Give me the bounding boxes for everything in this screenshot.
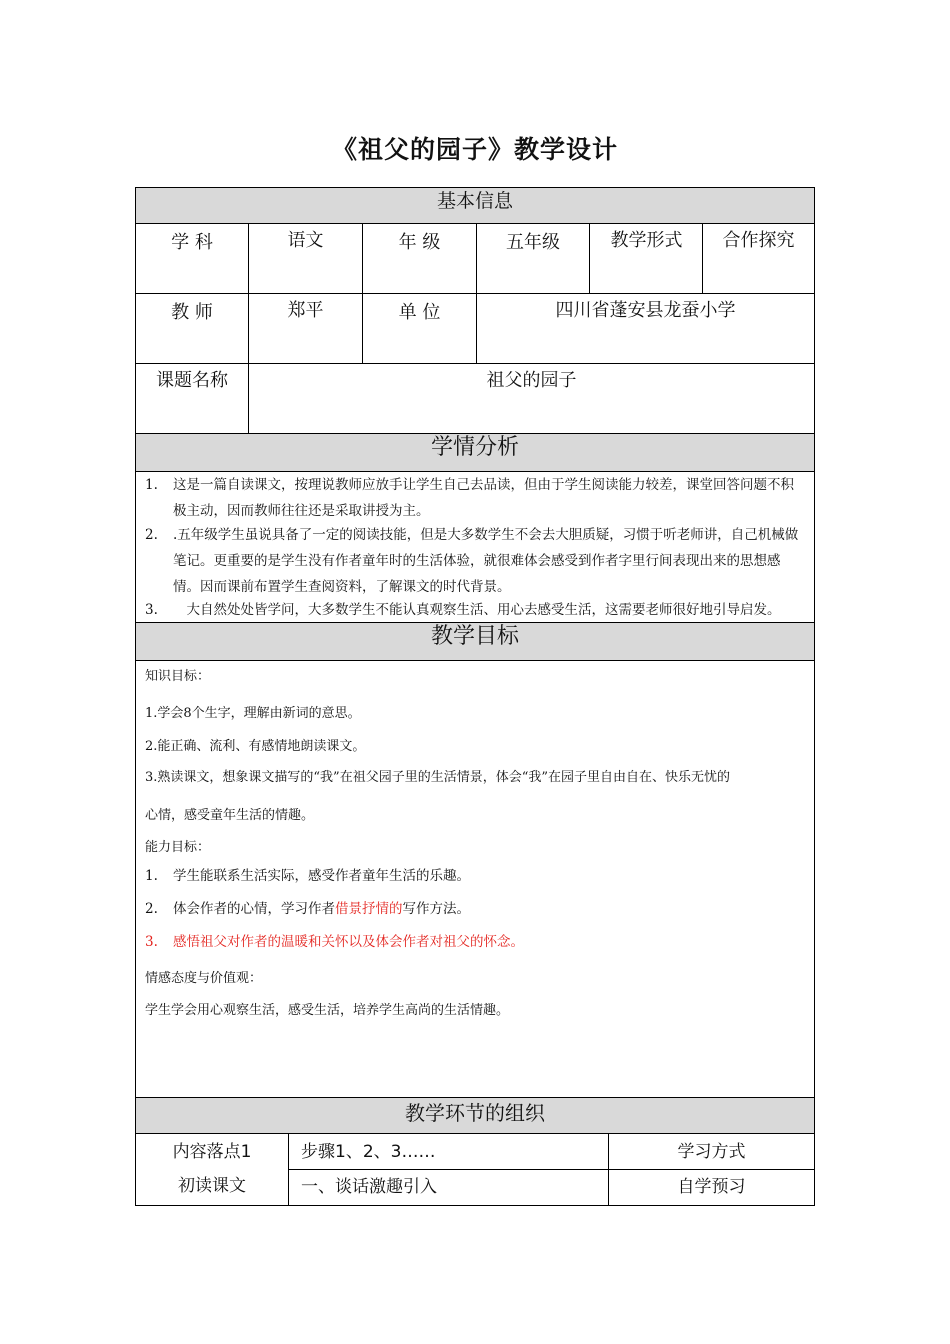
divider [362, 223, 363, 363]
subject-label: 学 科 [171, 232, 213, 253]
objectives-header: 教学目标 [136, 623, 814, 660]
knowledge-item: 2.能正确、流利、有感情地朗读课文。 [145, 739, 366, 754]
ability-item-text: 感悟祖父对作者的温暖和关怀以及体会作者对祖父的怀念。 [173, 934, 524, 950]
ability-label: 能力目标： [145, 840, 211, 855]
emotion-text: 学生学会用心观察生活，感受生活，培养学生高尚的生活情趣。 [145, 1003, 510, 1018]
unit-label: 单 位 [398, 302, 441, 323]
ability-item-number: 1. [145, 868, 158, 884]
knowledge-item: 3.熟读课文，想象课文描写的“我”在祖父园子里的生活情景，体会“我”在园子里自由自在、快乐无忧的 [145, 770, 730, 785]
divider [136, 293, 814, 294]
ability-item [136, 896, 814, 922]
highlighted-phrase: 借景抒情的 [335, 901, 403, 917]
knowledge-item: 心情，感受童年生活的情趣。 [145, 808, 315, 823]
steps-header: 步骤1、2、3…… [301, 1142, 436, 1162]
analysis-item [136, 472, 814, 522]
teaching-form-label: 教学形式 [610, 230, 683, 251]
lesson-plan-table [135, 187, 815, 1206]
divider [248, 223, 249, 433]
analysis-header: 学情分析 [136, 434, 814, 471]
teaching-form-value: 合作探究 [722, 230, 795, 251]
ability-item-text [173, 896, 806, 922]
knowledge-label: 知识目标： [145, 669, 211, 684]
unit-value: 四川省蓬安县龙蚕小学 [555, 300, 736, 321]
ability-item [136, 929, 814, 955]
grade-value: 五年级 [506, 232, 560, 253]
analysis-item [136, 597, 814, 623]
organization-header: 教学环节的组织 [136, 1098, 814, 1133]
method-value: 自学预习 [677, 1177, 746, 1197]
basic-info-header: 基本信息 [136, 188, 814, 223]
analysis-item-number: 1. [145, 477, 158, 493]
analysis-item-number: 3. [145, 602, 158, 618]
teacher-label: 教 师 [171, 302, 213, 323]
ability-item-text: 学生能联系生活实际，感受作者童年生活的乐趣。 [173, 868, 470, 884]
content-name: 初读课文 [178, 1176, 246, 1196]
document-title: 《祖父的园子》教学设计 [331, 135, 618, 164]
ability-item-number: 2. [145, 901, 158, 917]
analysis-item-text: 这是一篇自读课文，按理说教师应放手让学生自己去品读，但由于学生阅读能力较差，课堂回答问题不积极主动，因而教师往往还是采取讲授为主。 [173, 477, 794, 519]
knowledge-item: 1.学会8个生字，理解由新词的意思。 [145, 706, 361, 721]
grade-label: 年 级 [398, 232, 441, 253]
topic-label: 课题名称 [156, 370, 228, 391]
divider [288, 1169, 814, 1170]
analysis-item-number: 2. [145, 527, 158, 543]
divider [608, 1133, 609, 1205]
analysis-item-text: 大自然处处皆学问，大多数学生不能认真观察生活、用心去感受生活，这需要老师很好地引导启发。 [173, 602, 781, 618]
divider [476, 223, 477, 363]
divider [136, 223, 814, 224]
ability-text-start: 体会作者的心情，学习作者 [173, 901, 335, 917]
divider [702, 223, 703, 293]
topic-value: 祖父的园子 [486, 370, 577, 391]
content-point: 内容落点1 [172, 1142, 252, 1162]
step-item: 一、谈话激趣引入 [301, 1177, 437, 1197]
divider [288, 1133, 289, 1205]
divider [136, 363, 814, 364]
divider [136, 1133, 814, 1134]
emotion-label: 情感态度与价值观： [145, 971, 263, 986]
subject-value: 语文 [287, 230, 324, 251]
analysis-item-text: .五年级学生虽说具备了一定的阅读技能，但是大多数学生不会去大胆质疑，习惯于听老师讲，自己机械做笔记。更重要的是学生没有作者童年时的生活体验，就很难体会感受到作者字里行间表现出来的思想感情。因而课前布置学生查阅资料，了解课文的时代背景。 [173, 527, 799, 595]
teacher-value: 郑平 [287, 300, 324, 321]
ability-text-end: 写作方法。 [402, 901, 470, 917]
divider [136, 660, 814, 661]
ability-item [136, 863, 814, 889]
divider [589, 223, 590, 293]
analysis-item [136, 522, 814, 600]
ability-item-number: 3. [145, 934, 158, 950]
method-header: 学习方式 [677, 1142, 746, 1162]
